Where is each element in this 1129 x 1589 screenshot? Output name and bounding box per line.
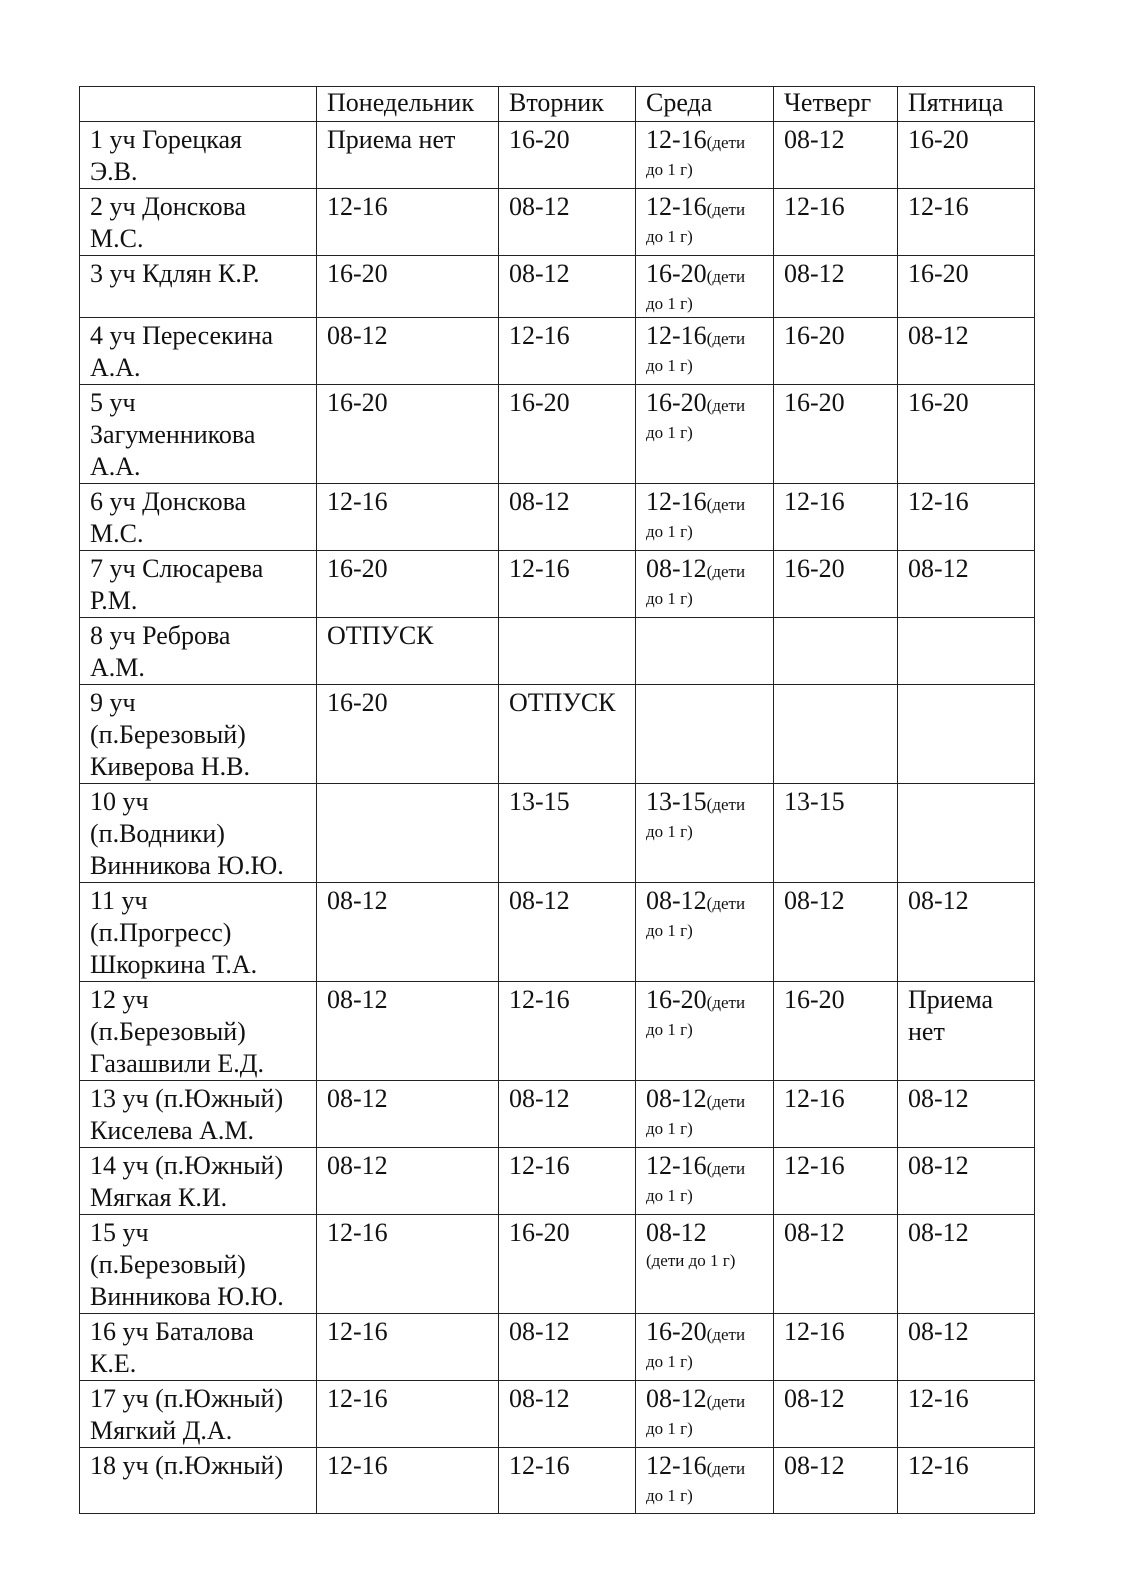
infant-note-part: до 1 г) — [646, 589, 693, 608]
wednesday-hours-value: 13-15 — [646, 787, 707, 816]
friday-hours-cell: 08-12 — [898, 1081, 1035, 1148]
district-name-cell — [80, 784, 317, 883]
infant-note-part: до 1 г) — [646, 921, 693, 940]
tuesday-hours-cell: 12-16 — [499, 982, 636, 1081]
table-row — [80, 883, 1035, 982]
tuesday-hours-cell: 16-20 — [499, 385, 636, 484]
table-row — [80, 1215, 1035, 1314]
table-row — [80, 784, 1035, 883]
district-name-line: 13 уч (п.Южный) — [90, 1084, 284, 1113]
infant-note-part: (дети — [706, 495, 746, 514]
monday-hours-cell: 08-12 — [317, 883, 499, 982]
schedule-table — [79, 86, 1035, 1514]
tuesday-hours-cell: 08-12 — [499, 883, 636, 982]
table-row — [80, 1148, 1035, 1215]
infant-note-part: (дети — [706, 1092, 746, 1111]
wednesday-hours-cell — [636, 256, 774, 318]
table-row — [80, 189, 1035, 256]
wednesday-hours-cell — [636, 122, 774, 189]
friday-hours-cell: 08-12 — [898, 1148, 1035, 1215]
monday-hours-cell — [317, 784, 499, 883]
infant-note-part: до 1 г) — [646, 1020, 693, 1039]
tuesday-hours-cell: 16-20 — [499, 122, 636, 189]
district-name-line: Мягкий Д.А. — [90, 1416, 233, 1445]
district-name-line: Киселева А.М. — [90, 1116, 255, 1145]
district-name-line: М.С. — [90, 224, 144, 253]
district-name-cell — [80, 256, 317, 318]
district-name-line: 14 уч (п.Южный) — [90, 1151, 284, 1180]
district-name-line: Киверова Н.В. — [90, 752, 251, 781]
table-row — [80, 122, 1035, 189]
infant-note-part: до 1 г) — [646, 160, 693, 179]
table-row — [80, 318, 1035, 385]
district-name-cell — [80, 1381, 317, 1448]
infant-note-part: (дети — [706, 200, 746, 219]
header-cell-wednesday: Среда — [636, 87, 774, 122]
district-name-line: 17 уч (п.Южный) — [90, 1384, 284, 1413]
district-name-line: 15 уч — [90, 1218, 149, 1247]
infant-note-part: (дети — [706, 562, 746, 581]
thursday-hours-cell: 08-12 — [774, 883, 898, 982]
district-name-line: (п.Березовый) — [90, 720, 246, 749]
monday-hours-cell: ОТПУСК — [317, 618, 499, 685]
infant-note-part: (дети — [706, 396, 746, 415]
infant-note-part: (дети — [706, 1459, 746, 1478]
infant-note-part: (дети — [706, 329, 746, 348]
tuesday-hours-cell: 16-20 — [499, 1215, 636, 1314]
district-name-line: 3 уч Кдлян К.Р. — [90, 259, 260, 288]
district-name-cell — [80, 685, 317, 784]
table-row — [80, 1314, 1035, 1381]
infant-note-part: (дети — [706, 133, 746, 152]
friday-hours-cell — [898, 618, 1035, 685]
wednesday-hours-cell — [636, 1148, 774, 1215]
thursday-hours-cell: 08-12 — [774, 256, 898, 318]
wednesday-hours-cell — [636, 1215, 774, 1314]
tuesday-hours-cell: 08-12 — [499, 1314, 636, 1381]
friday-hours-cell: 08-12 — [898, 318, 1035, 385]
wednesday-hours-value: 08-12 — [646, 1084, 707, 1113]
friday-hours-cell: 12-16 — [898, 484, 1035, 551]
table-row — [80, 256, 1035, 318]
monday-hours-cell: Приема нет — [317, 122, 499, 189]
wednesday-hours-value: 08-12 — [646, 1384, 707, 1413]
district-name-line: 9 уч — [90, 688, 136, 717]
district-name-line: 18 уч (п.Южный) — [90, 1451, 284, 1480]
wednesday-hours-cell — [636, 484, 774, 551]
tuesday-hours-cell: 08-12 — [499, 189, 636, 256]
infant-note-part: до 1 г) — [646, 227, 693, 246]
monday-hours-cell: 16-20 — [317, 685, 499, 784]
district-name-line: (п.Березовый) — [90, 1017, 246, 1046]
thursday-hours-cell: 08-12 — [774, 1448, 898, 1514]
tuesday-hours-cell: 12-16 — [499, 318, 636, 385]
header-cell-tuesday: Вторник — [499, 87, 636, 122]
district-name-line: А.А. — [90, 452, 141, 481]
friday-hours-cell: 16-20 — [898, 256, 1035, 318]
friday-hours-cell — [898, 685, 1035, 784]
district-name-cell — [80, 551, 317, 618]
wednesday-hours-value: 16-20 — [646, 985, 707, 1014]
header-row — [80, 87, 1035, 122]
table-row — [80, 484, 1035, 551]
wednesday-hours-cell — [636, 784, 774, 883]
thursday-hours-cell: 13-15 — [774, 784, 898, 883]
district-name-line: (п.Водники) — [90, 819, 225, 848]
district-name-line: Газашвили Е.Д. — [90, 1049, 264, 1078]
table-body — [80, 122, 1035, 1514]
thursday-hours-cell: 16-20 — [774, 982, 898, 1081]
district-name-line: А.А. — [90, 353, 141, 382]
wednesday-hours-value: 12-16 — [646, 1151, 707, 1180]
thursday-hours-cell: 08-12 — [774, 1215, 898, 1314]
district-name-cell — [80, 1448, 317, 1514]
wednesday-hours-value: 08-12 — [646, 886, 707, 915]
monday-hours-cell: 12-16 — [317, 1448, 499, 1514]
wednesday-hours-value: 12-16 — [646, 487, 707, 516]
district-name-line: 16 уч Баталова — [90, 1317, 254, 1346]
wednesday-hours-value: 08-12 — [646, 1218, 707, 1247]
infant-note: (дети до 1 г) — [646, 1251, 736, 1270]
thursday-hours-cell: 12-16 — [774, 189, 898, 256]
district-name-cell — [80, 122, 317, 189]
thursday-hours-cell: 12-16 — [774, 1081, 898, 1148]
district-name-cell — [80, 1215, 317, 1314]
wednesday-hours-value: 12-16 — [646, 1451, 707, 1480]
table-row — [80, 1081, 1035, 1148]
header-cell-corner — [80, 87, 317, 122]
friday-hours-line: нет — [908, 1017, 945, 1046]
friday-hours-cell: 16-20 — [898, 385, 1035, 484]
infant-note-part: до 1 г) — [646, 294, 693, 313]
wednesday-hours-cell — [636, 1081, 774, 1148]
tuesday-hours-cell: 12-16 — [499, 551, 636, 618]
wednesday-hours-cell — [636, 1314, 774, 1381]
tuesday-hours-cell: 08-12 — [499, 256, 636, 318]
district-name-line: (п.Березовый) — [90, 1250, 246, 1279]
thursday-hours-cell — [774, 618, 898, 685]
thursday-hours-cell: 16-20 — [774, 551, 898, 618]
district-name-line: М.С. — [90, 519, 144, 548]
district-name-line: А.М. — [90, 653, 145, 682]
district-name-line: Винникова Ю.Ю. — [90, 1282, 284, 1311]
district-name-line: 10 уч — [90, 787, 149, 816]
friday-hours-cell: 12-16 — [898, 1448, 1035, 1514]
friday-hours-cell: 08-12 — [898, 1314, 1035, 1381]
district-name-line: 5 уч — [90, 388, 136, 417]
district-name-line: (п.Прогресс) — [90, 918, 232, 947]
district-name-line: 1 уч Горецкая — [90, 125, 243, 154]
infant-note-part: (дети — [706, 267, 746, 286]
wednesday-hours-cell — [636, 685, 774, 784]
tuesday-hours-cell: 08-12 — [499, 1381, 636, 1448]
district-name-cell — [80, 1148, 317, 1215]
tuesday-hours-cell: 08-12 — [499, 1081, 636, 1148]
district-name-cell — [80, 883, 317, 982]
wednesday-hours-value: 16-20 — [646, 388, 707, 417]
monday-hours-cell: 12-16 — [317, 1381, 499, 1448]
thursday-hours-cell: 16-20 — [774, 318, 898, 385]
district-name-line: 4 уч Пересекина — [90, 321, 273, 350]
district-name-line: 2 уч Донскова — [90, 192, 247, 221]
infant-note-part: до 1 г) — [646, 1119, 693, 1138]
monday-hours-cell: 12-16 — [317, 484, 499, 551]
district-name-cell — [80, 1314, 317, 1381]
friday-hours-line: Приема — [908, 985, 994, 1014]
monday-hours-cell: 08-12 — [317, 318, 499, 385]
wednesday-hours-value: 12-16 — [646, 192, 707, 221]
wednesday-hours-value: 16-20 — [646, 1317, 707, 1346]
infant-note-part: (дети — [706, 795, 746, 814]
infant-note-part: до 1 г) — [646, 1486, 693, 1505]
district-name-cell — [80, 982, 317, 1081]
wednesday-hours-cell — [636, 883, 774, 982]
table-row — [80, 685, 1035, 784]
wednesday-hours-cell — [636, 982, 774, 1081]
tuesday-hours-cell: 08-12 — [499, 484, 636, 551]
friday-hours-cell: 08-12 — [898, 883, 1035, 982]
monday-hours-cell: 08-12 — [317, 982, 499, 1081]
thursday-hours-cell: 16-20 — [774, 385, 898, 484]
header-cell-thursday: Четверг — [774, 87, 898, 122]
wednesday-hours-cell — [636, 318, 774, 385]
district-name-line: 6 уч Донскова — [90, 487, 247, 516]
wednesday-hours-cell — [636, 618, 774, 685]
friday-hours-cell — [898, 982, 1035, 1081]
table-row — [80, 618, 1035, 685]
monday-hours-cell: 08-12 — [317, 1148, 499, 1215]
monday-hours-cell: 12-16 — [317, 1215, 499, 1314]
friday-hours-cell: 08-12 — [898, 551, 1035, 618]
infant-note-part: (дети — [706, 1392, 746, 1411]
infant-note-part: до 1 г) — [646, 423, 693, 442]
wednesday-hours-cell — [636, 1448, 774, 1514]
header-cell-friday: Пятница — [898, 87, 1035, 122]
wednesday-hours-value: 16-20 — [646, 259, 707, 288]
infant-note-part: до 1 г) — [646, 1352, 693, 1371]
infant-note-part: до 1 г) — [646, 356, 693, 375]
district-name-line: 8 уч Реброва — [90, 621, 231, 650]
infant-note-part: до 1 г) — [646, 822, 693, 841]
district-name-line: Винникова Ю.Ю. — [90, 851, 284, 880]
infant-note-part: до 1 г) — [646, 1186, 693, 1205]
district-name-line: К.Е. — [90, 1349, 137, 1378]
friday-hours-cell — [898, 784, 1035, 883]
thursday-hours-cell: 08-12 — [774, 1381, 898, 1448]
district-name-cell — [80, 385, 317, 484]
infant-note-part: (дети — [706, 1159, 746, 1178]
friday-hours-cell: 08-12 — [898, 1215, 1035, 1314]
wednesday-hours-cell — [636, 189, 774, 256]
wednesday-hours-value: 12-16 — [646, 125, 707, 154]
table-header — [80, 87, 1035, 122]
table-row — [80, 551, 1035, 618]
infant-note-part: до 1 г) — [646, 1419, 693, 1438]
district-name-cell — [80, 618, 317, 685]
table-row — [80, 1448, 1035, 1514]
tuesday-hours-cell: 12-16 — [499, 1148, 636, 1215]
district-name-line: 7 уч Слюсарева — [90, 554, 264, 583]
district-name-cell — [80, 1081, 317, 1148]
wednesday-hours-cell — [636, 551, 774, 618]
wednesday-hours-cell — [636, 1381, 774, 1448]
friday-hours-cell: 12-16 — [898, 189, 1035, 256]
district-name-line: Загуменникова — [90, 420, 256, 449]
monday-hours-cell: 16-20 — [317, 385, 499, 484]
tuesday-hours-cell: 13-15 — [499, 784, 636, 883]
monday-hours-cell: 08-12 — [317, 1081, 499, 1148]
infant-note-part: до 1 г) — [646, 522, 693, 541]
district-name-line: Э.В. — [90, 157, 138, 186]
thursday-hours-cell: 08-12 — [774, 122, 898, 189]
monday-hours-cell: 16-20 — [317, 256, 499, 318]
district-name-line: 11 уч — [90, 886, 148, 915]
district-name-line: Р.М. — [90, 586, 138, 615]
infant-note-part: (дети — [706, 894, 746, 913]
thursday-hours-cell: 12-16 — [774, 1314, 898, 1381]
infant-note-part: (дети — [706, 1325, 746, 1344]
table-row — [80, 982, 1035, 1081]
wednesday-hours-cell — [636, 385, 774, 484]
header-cell-monday: Понедельник — [317, 87, 499, 122]
table-row — [80, 1381, 1035, 1448]
district-name-cell — [80, 484, 317, 551]
district-name-line: Мягкая К.И. — [90, 1183, 228, 1212]
district-name-line: 12 уч — [90, 985, 149, 1014]
monday-hours-cell: 16-20 — [317, 551, 499, 618]
district-name-line: Шкоркина Т.А. — [90, 950, 258, 979]
district-name-cell — [80, 189, 317, 256]
thursday-hours-cell: 12-16 — [774, 1148, 898, 1215]
monday-hours-cell: 12-16 — [317, 189, 499, 256]
monday-hours-cell: 12-16 — [317, 1314, 499, 1381]
tuesday-hours-cell: ОТПУСК — [499, 685, 636, 784]
tuesday-hours-cell: 12-16 — [499, 1448, 636, 1514]
thursday-hours-cell — [774, 685, 898, 784]
district-name-cell — [80, 318, 317, 385]
wednesday-hours-value: 08-12 — [646, 554, 707, 583]
table-row — [80, 385, 1035, 484]
infant-note-part: (дети — [706, 993, 746, 1012]
thursday-hours-cell: 12-16 — [774, 484, 898, 551]
tuesday-hours-cell — [499, 618, 636, 685]
friday-hours-cell: 12-16 — [898, 1381, 1035, 1448]
wednesday-hours-value: 12-16 — [646, 321, 707, 350]
friday-hours-cell: 16-20 — [898, 122, 1035, 189]
